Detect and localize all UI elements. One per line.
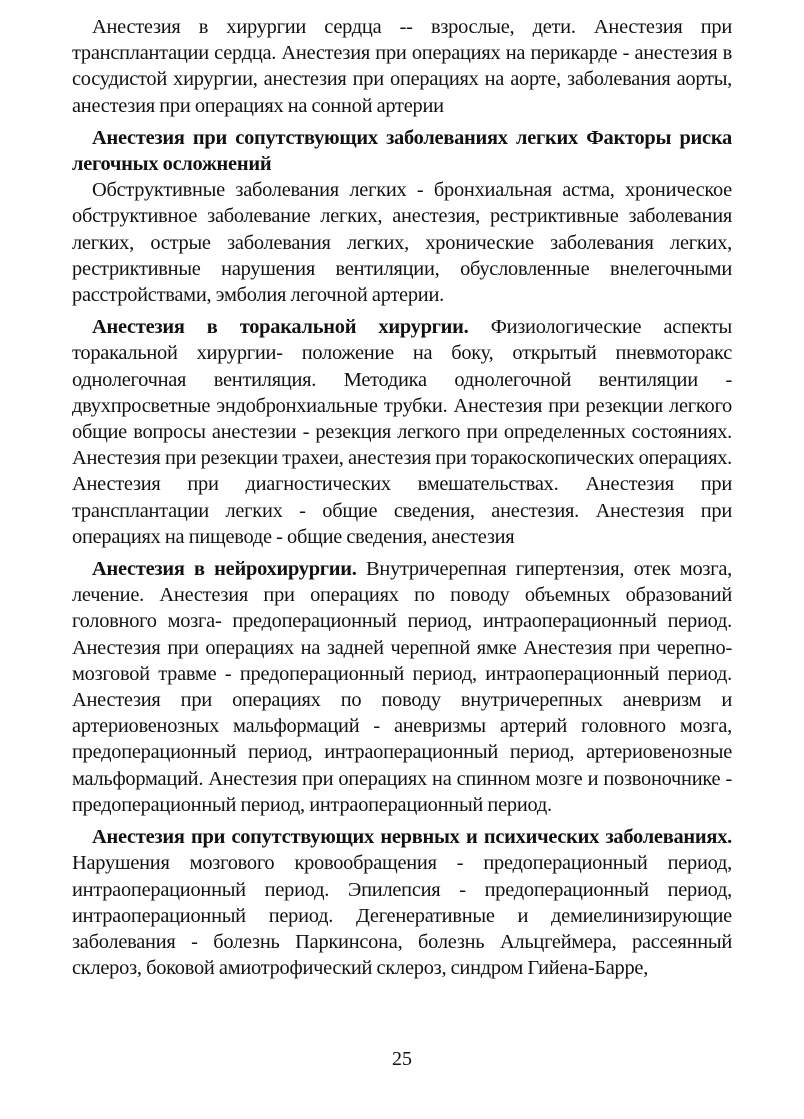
page-number: 25 bbox=[392, 1048, 412, 1070]
section-heading-thoracic: Анестезия в торакальной хирургии. bbox=[92, 316, 469, 339]
paragraph-text: Внутричерепная гипертензия, отек мозга, лечение. Анестезия при операциях по поводу объемных образований головного мозга- предоперационный период, интраоперационный период. Анестезия при операциях на задней черепной ямке Анестезия при черепно-мозговой травме - предоперационный период, интраоперационный период. Анестезия при операциях по поводу внутричерепных аневризм и артериовенозных мальформаций - аневризмы артерий головного мозга, предоперационный период, интраоперационный период, артериовенозные мальформаций. Анестезия при операциях на спинном мозге и позвоночнике - предоперационный период, интраоперационный период. bbox=[72, 558, 732, 816]
section-heading-neuro-psychiatric: Анестезия при сопутствующих нервных и психических заболеваниях. bbox=[92, 826, 732, 849]
paragraph-obstructive-diseases bbox=[72, 177, 732, 308]
section-heading-pulmonary bbox=[72, 125, 732, 177]
paragraph-text: Анестезия в хирургии сердца -- взрослые, дети. Анестезия при трансплантации сердца. Анестезия при операциях на перикарде - анестезия в сосудистой хирургии, анестезия при операциях на аорте, заболевания аорты, анестезия при операциях на сонной артерии bbox=[72, 16, 732, 117]
paragraph-text: Нарушения мозгового кровообращения - предоперационный период, интраоперационный период. Эпилепсия - предоперационный период, интраоперационный период. Дегенеративные и демиелинизирующие заболевания - болезнь Паркинсона, болезнь Альцгеймера, рассеянный склероз, боковой амиотрофический склероз, синдром Гийена-Барре, bbox=[72, 852, 732, 980]
page-body bbox=[72, 14, 732, 981]
paragraph-neurosurgery bbox=[72, 556, 732, 818]
paragraph-cardiac-anesthesia bbox=[72, 14, 732, 119]
paragraph-neuro-psychiatric bbox=[72, 824, 732, 981]
paragraph-text: Обструктивные заболевания легких - бронхиальная астма, хроническое обструктивное заболевание легких, анестезия, рестриктивные заболевания легких, острые заболевания легких, хронические заболевания легких, рестриктивные нарушения вентиляции, обусловленные внелегочными расстройствами, эмболия легочной артерии. bbox=[72, 179, 732, 307]
section-heading-neurosurgery: Анестезия в нейрохирургии. bbox=[92, 558, 357, 581]
paragraph-thoracic-surgery bbox=[72, 314, 732, 550]
section-heading-text: Анестезия при сопутствующих заболеваниях легких Факторы риска легочных осложнений bbox=[72, 126, 732, 176]
paragraph-text: Физиологические аспекты торакальной хирургии- положение на боку, открытый пневмоторакс однолегочная вентиляция. Методика однолегочной вентиляции - двухпросветные эндобронхиальные трубки. Анестезия при резекции легкого общие вопросы анестезии - резекция легкого при определенных состояниях. Анестезия при резекции трахеи, анестезия при торакоскопических операциях. Анестезия при диагностических вмешательствах. Анестезия при трансплантации легких - общие сведения, анестезия. Анестезия при операциях на пищеводе - общие сведения, анестезия bbox=[72, 316, 732, 548]
